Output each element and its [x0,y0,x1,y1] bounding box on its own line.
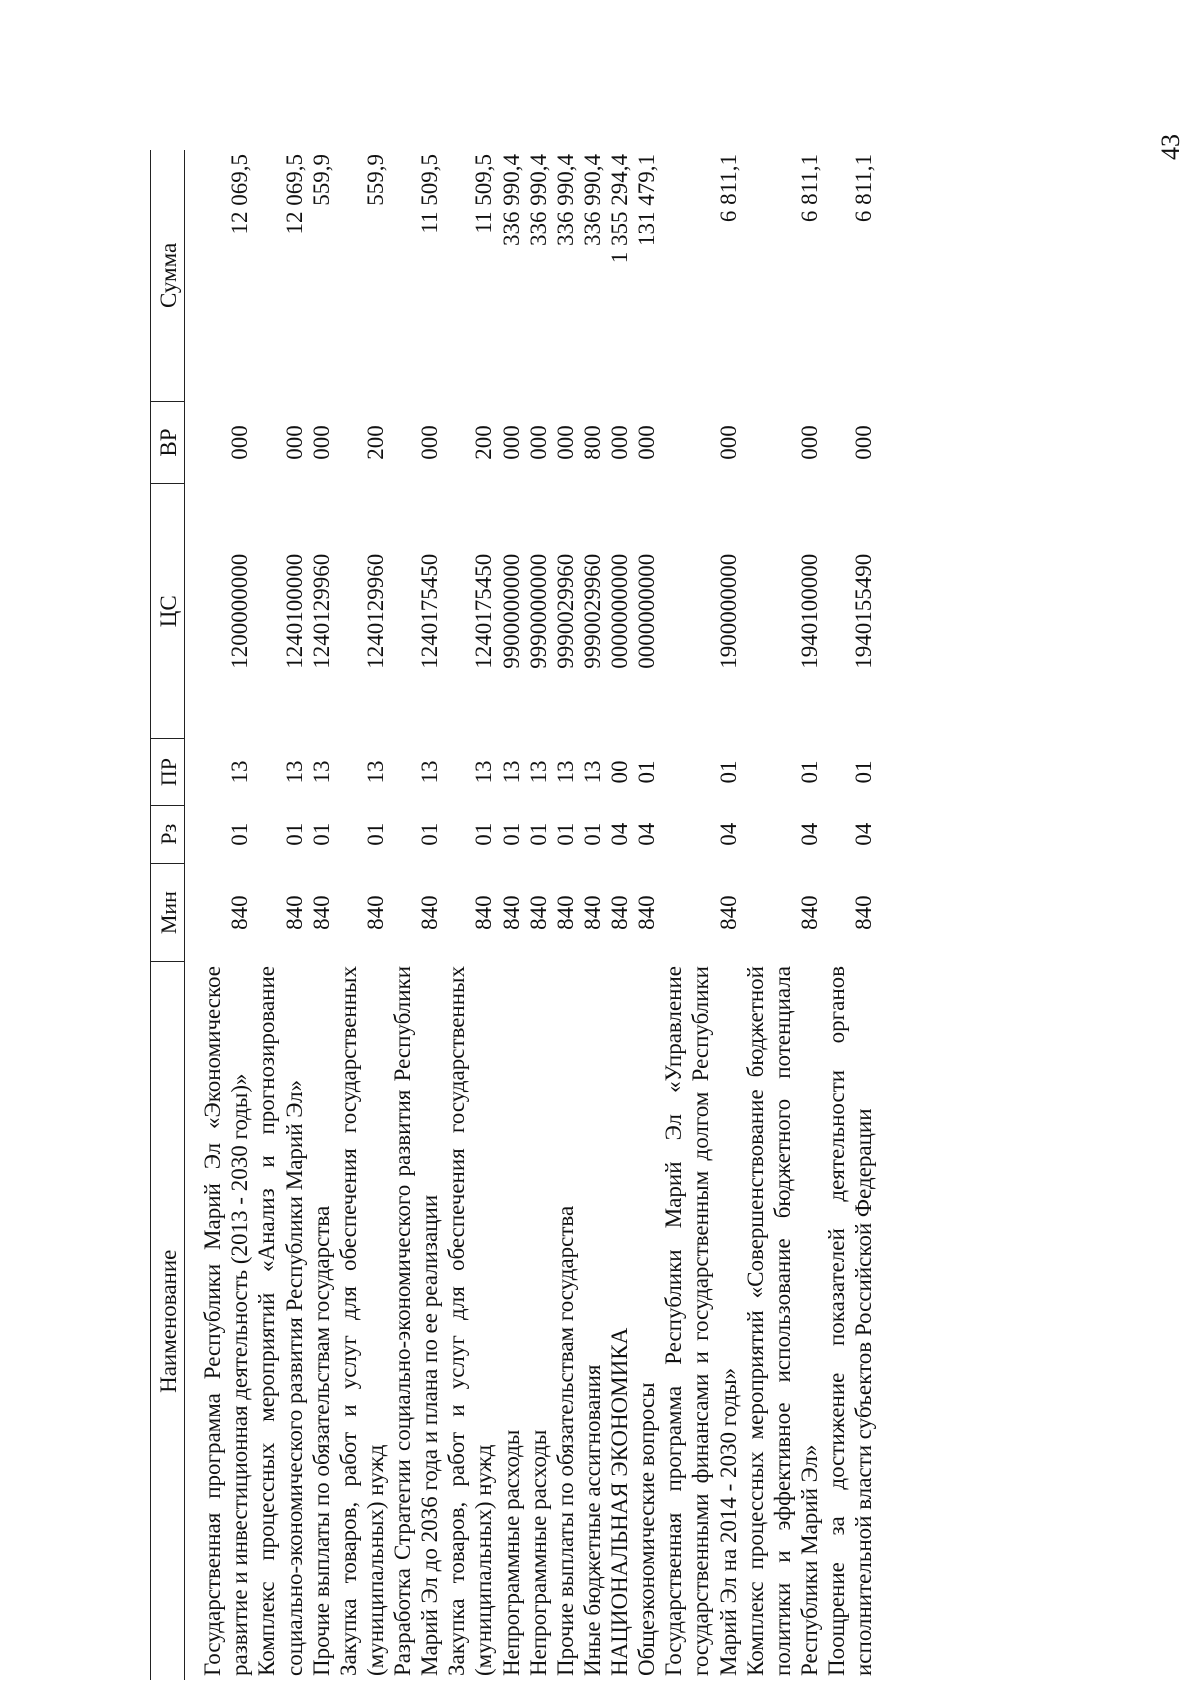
row-name: НАЦИОНАЛЬНАЯ ЭКОНОМИКА [607,1327,632,1676]
row-min: 840 [634,895,660,930]
row-vr: 200 [362,425,388,460]
row-min: 840 [227,895,253,930]
row-name: Закупка товаров, работ и услуг для обеспечения государственных (муниципальных) нужд [444,966,497,1676]
row-min: 840 [498,895,524,930]
row-sum: 11 509,5 [471,154,497,234]
row-cs: 1940155490 [851,553,877,669]
row-sum: 336 990,4 [498,154,524,246]
row-rz: 01 [417,822,443,846]
row-min: 840 [715,895,741,930]
table-row [525,150,552,1680]
table-row [308,150,335,1680]
row-rz: 04 [715,822,741,846]
row-cs: 1940100000 [796,553,822,669]
header-vr: ВР [151,401,185,483]
row-name: Прочие выплаты по обязательствам государства [552,1205,578,1676]
row-pr: 01 [634,760,660,784]
row-pr: 13 [471,760,497,784]
row-pr: 01 [715,760,741,784]
row-pr: 13 [227,760,253,784]
table-row [823,150,877,1680]
row-sum: 12 069,5 [227,154,253,235]
table-row [552,150,579,1680]
row-vr: 000 [227,425,253,460]
row-rz: 01 [525,822,551,846]
row-min: 840 [796,895,822,930]
row-sum: 131 479,1 [634,154,660,246]
table-row [389,150,443,1680]
header-sum: Сумма [151,150,185,401]
row-rz: 01 [308,822,334,846]
row-name: Непрограммные расходы [498,1429,524,1676]
row-name: Государственная программа Республики Марий Эл «Экономическое развитие и инвестиционная деятельность (2013 - 2030 годы)» [200,966,253,1676]
table-row [579,150,606,1680]
row-cs: 1240129960 [362,553,388,669]
row-rz: 04 [607,822,632,846]
row-cs: 1240175450 [471,553,497,669]
table-row [443,150,497,1680]
rotated-table-container [150,150,877,1680]
table-row [742,150,823,1680]
row-rz: 01 [281,822,307,846]
row-pr: 13 [281,760,307,784]
row-vr: 000 [796,425,822,460]
header-name: Наименование [151,962,185,1680]
row-vr: 000 [552,425,578,460]
row-sum: 336 990,4 [552,154,578,246]
row-min: 840 [607,895,632,930]
row-vr: 000 [281,425,307,460]
row-cs: 9990029960 [579,553,605,669]
row-name: Закупка товаров, работ и услуг для обеспечения государственных (муниципальных) нужд [335,966,388,1676]
row-min: 840 [851,895,877,930]
row-pr: 13 [579,760,605,784]
row-pr: 01 [796,760,822,784]
row-cs: 9900000000 [498,553,524,669]
row-pr: 13 [498,760,524,784]
row-pr: 01 [851,760,877,784]
row-min: 840 [362,895,388,930]
table-row [253,150,307,1680]
row-sum: 6 811,1 [796,154,822,223]
row-rz: 01 [498,822,524,846]
row-pr: 13 [308,760,334,784]
row-sum: 12 069,5 [281,154,307,235]
row-sum: 11 509,5 [417,154,443,234]
row-name: Комплекс процессных мероприятий «Совершенствование бюджетной политики и эффективное использование бюджетного потенциала Республики Марий Эл» [742,966,822,1676]
row-pr: 13 [552,760,578,784]
row-rz: 01 [362,822,388,846]
row-sum: 6 811,1 [851,154,877,223]
row-cs: 1240175450 [417,553,443,669]
row-rz: 04 [851,822,877,846]
row-sum: 559,9 [362,154,388,206]
table-row [606,150,633,1680]
row-rz: 04 [796,822,822,846]
row-name: Разработка Стратегии социально-экономического развития Республики Марий Эл до 2036 года и плана по ее реализации [390,966,443,1676]
row-name: Комплекс процессных мероприятий «Анализ и прогнозирование социально-экономического развития Республики Марий Эл» [254,966,307,1676]
row-rz: 01 [579,822,605,846]
row-name: Государственная программа Республики Марий Эл «Управление государственными финансами и государственным долгом Республики Марий Эл на 2014 - 2030 годы» [661,966,741,1676]
row-name: Прочие выплаты по обязательствам государства [308,1205,334,1676]
row-vr: 000 [607,425,632,460]
header-rz: Рз [151,805,185,863]
row-pr: 13 [417,760,443,784]
row-vr: 000 [498,425,524,460]
row-vr: 800 [579,425,605,460]
row-min: 840 [417,895,443,930]
table-row [185,150,254,1680]
row-min: 840 [552,895,578,930]
row-rz: 04 [634,822,660,846]
row-rz: 01 [227,822,253,846]
row-cs: 1200000000 [227,553,253,669]
budget-table [150,150,877,1680]
row-rz: 01 [471,822,497,846]
row-cs: 1240100000 [281,553,307,669]
row-cs: 0000000000 [607,553,632,669]
row-cs: 9990029960 [552,553,578,669]
table-row [498,150,525,1680]
row-vr: 000 [634,425,660,460]
row-min: 840 [281,895,307,930]
row-rz: 01 [552,822,578,846]
table-body [185,150,878,1680]
row-cs: 1240129960 [308,553,334,669]
row-vr: 000 [851,425,877,460]
row-vr: 200 [471,425,497,460]
row-cs: 0000000000 [634,553,660,669]
row-vr: 000 [417,425,443,460]
row-pr: 13 [525,760,551,784]
table-row [660,150,741,1680]
table-row [633,150,660,1680]
row-min: 840 [525,895,551,930]
page-number: 43 [1156,134,1185,160]
row-min: 840 [308,895,334,930]
row-sum: 559,9 [308,154,334,206]
row-vr: 000 [715,425,741,460]
table-header-row [151,150,185,1680]
header-cs: ЦС [151,484,185,739]
row-vr: 000 [308,425,334,460]
table-row [335,150,389,1680]
row-name: Иные бюджетные ассигнования [579,1364,605,1676]
header-min: Мин [151,863,185,962]
row-name: Поощрение за достижение показателей деятельности органов исполнительной власти субъектов Российской Федерации [824,966,877,1676]
row-min: 840 [579,895,605,930]
row-sum: 336 990,4 [525,154,551,246]
row-name: Непрограммные расходы [525,1429,551,1676]
row-pr: 13 [362,760,388,784]
row-cs: 1900000000 [715,553,741,669]
row-cs: 9990000000 [525,553,551,669]
row-pr: 00 [607,760,632,784]
row-sum: 6 811,1 [715,154,741,223]
row-min: 840 [471,895,497,930]
row-name: Общеэкономические вопросы [634,1382,660,1676]
row-vr: 000 [525,425,551,460]
row-sum: 1 355 294,4 [607,154,632,264]
row-sum: 336 990,4 [579,154,605,246]
header-pr: ПР [151,739,185,806]
